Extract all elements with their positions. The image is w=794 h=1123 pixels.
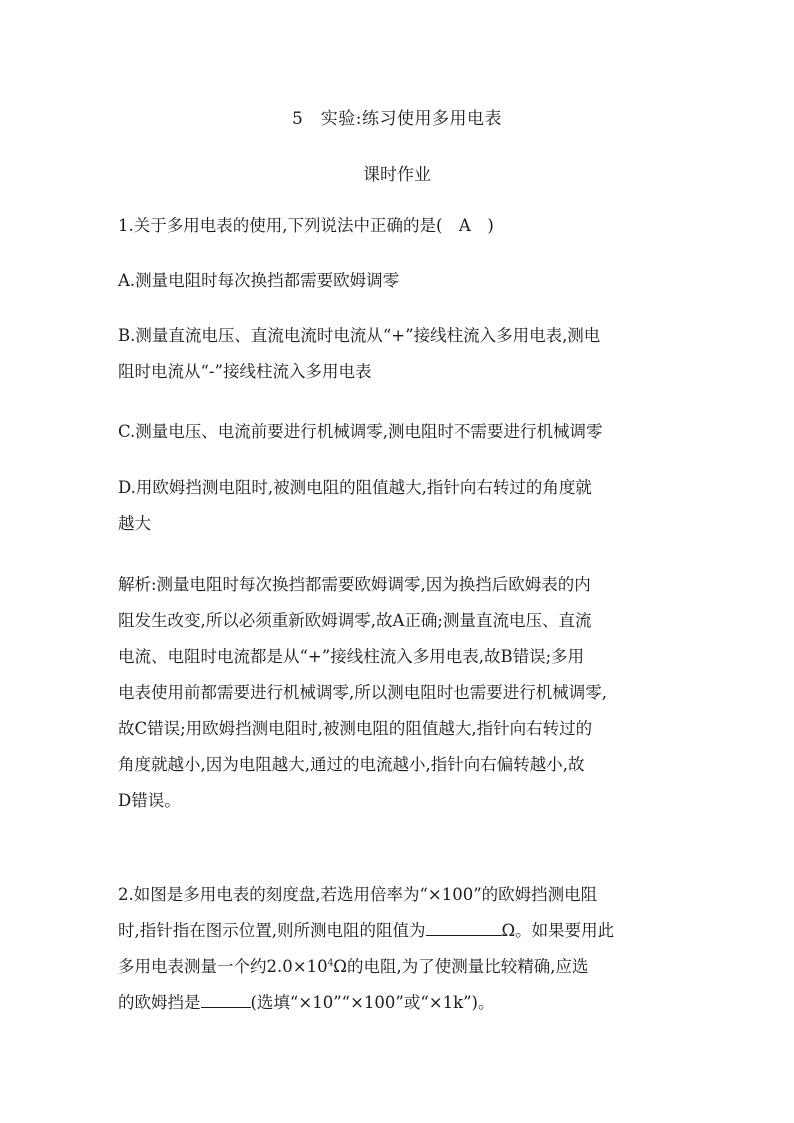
page-title: 5 实验:练习使用多用电表 <box>291 109 503 129</box>
option-d-line-2: 越大 <box>118 514 151 533</box>
option-a-text: A.测量电阻时每次换挡都需要欧姆调零 <box>118 271 400 290</box>
question-2-line-3 <box>118 949 684 985</box>
analysis-section <box>118 567 684 819</box>
answer-blank-resistance[interactable] <box>426 917 502 936</box>
analysis-line-4: 电表使用前都需要进行机械调零,所以测电阻时也需要进行机械调零, <box>118 683 607 702</box>
analysis-line-6: 角度就越小,因为电阻越大,通过的电流越小,指针向右偏转越小,故 <box>118 755 585 774</box>
page-subtitle: 课时作业 <box>363 165 431 185</box>
analysis-line-3: 电流、电阻时电流都是从“+”接线柱流入多用电表,故B错误;多用 <box>118 647 585 666</box>
question-2-line-3-suffix: Ω的电阻,为了使测量比较精确,应选 <box>333 957 589 976</box>
question-1 <box>118 208 684 244</box>
option-c-text: C.测量电压、电流前要进行机械调零,测电阻时不需要进行机械调零 <box>118 422 603 441</box>
question-1-option-d <box>118 470 684 542</box>
question-1-option-b <box>118 318 684 390</box>
option-d-line-1: D.用欧姆挡测电阻时,被测电阻的阻值越大,指针向右转过的角度就 <box>118 478 592 497</box>
question-2-line-2 <box>118 913 684 949</box>
answer-blank-range[interactable] <box>201 989 251 1008</box>
question-1-stem: 1.关于多用电表的使用,下列说法中正确的是( A ) <box>118 216 494 235</box>
exponent: 4 <box>327 958 334 969</box>
analysis-line-7: D错误。 <box>118 791 181 810</box>
analysis-line-1: 解析:测量电阻时每次换挡都需要欧姆调零,因为换挡后欧姆表的内 <box>118 575 591 594</box>
question-2 <box>118 877 684 1021</box>
question-2-line-2-suffix: Ω。如果要用此 <box>501 921 615 940</box>
analysis-line-2: 阻发生改变,所以必须重新欧姆调零,故A正确;测量直流电压、直流 <box>118 611 592 630</box>
question-1-option-c <box>118 414 684 450</box>
question-2-line-1: 2.如图是多用电表的刻度盘,若选用倍率为“×100”的欧姆挡测电阻 <box>118 885 598 904</box>
question-2-line-4 <box>118 985 684 1021</box>
analysis-line-5: 故C错误;用欧姆挡测电阻时,被测电阻的阻值越大,指针向右转过的 <box>118 719 593 738</box>
question-1-option-a <box>118 263 684 299</box>
option-b-line-1: B.测量直流电压、直流电流时电流从“+”接线柱流入多用电表,测电 <box>118 326 601 345</box>
question-2-line-2-prefix: 时,指针指在图示位置,则所测电阻的阻值为 <box>118 921 426 940</box>
question-2-line-4-suffix: (选填“×10”“×100”或“×1k”)。 <box>250 993 495 1012</box>
question-2-line-4-prefix: 的欧姆挡是 <box>118 993 201 1012</box>
option-b-line-2: 阻时电流从“-”接线柱流入多用电表 <box>118 362 372 381</box>
question-2-line-3-prefix: 多用电表测量一个约2.0×10 <box>118 957 328 976</box>
